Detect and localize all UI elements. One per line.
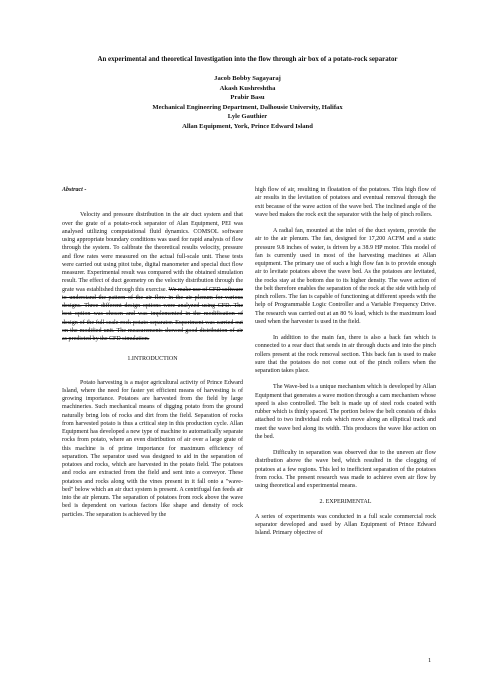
author-block: [40, 74, 455, 132]
right-column: [255, 186, 436, 537]
section-heading-introduction: 1.INTRODUCTION: [127, 356, 178, 363]
section-heading-experimental: 2. EXPERIMENTAL: [319, 499, 372, 506]
paper-title: An experimental and theoretical Investigation into the flow through air box of a potato-rock separator: [97, 56, 398, 63]
affiliation-line: Mechanical Engineering Department, Dalhousie University, Halifax: [152, 103, 343, 111]
introduction-paragraph: Potato harvesting is a major agricultural activity of Prince Edward Island, where the need for faster yet efficient means of harvesting is of growing importance. Potatoes are harvested from the field by large machineries. Such mechanical means of digging potato from the ground naturally bring lots of rocks and dirt from the field. Separation of rocks from harvested potato is thus a critical step in this production cycle. Allan Equipment has developed a new type of machine to automatically separate rocks from potato, where an even distribution of air over a large grate of this machine is of prime importance for maximum efficiency of separation. The separator used was designed to aid in the separation of potatoes and rocks, which are harvested in the potato field. The potatoes and rocks are extracted from the field and sent into a conveyor. These potatoes and rocks along with the vines present in it fall onto a "wave-bed" below which an air duct system is present. A centrifugal fan feeds air into the air plenum. The separation of potatoes from rock above the wave bed is dependent on various factors like shape and density of rock particles. The separation is achieved by the: [62, 379, 243, 518]
abstract-text: Velocity and pressure distribution in the air duct system and that over the grate of a potato-rock separator of Alan Equipment, PEI was analysed utilizing computational fluid dynamics. COMSOL software using appropriate boundary conditions was used for rapid analysis of flow through the system. To calibrate the theoretical results velocity, pressure and flow rates were measured on the actual full-scale unit. These tests were carried out using pitot tube, digital manometer and special duct flow measurer. Experimental result was compared with the obtained simulation result. The effect of duct geometry on the velocity distribution through the grate was established through this exercise.: [62, 212, 243, 293]
affiliation-line: Allan Equipment, York, Prince Edward Island: [182, 122, 313, 130]
paper-header: [40, 56, 455, 132]
body-paragraph: A radial fan, mounted at the inlet of the duct system, provide the air to the air plenum. The fan, designed for 17,200 ACFM and a static pressure 9.8 inches of water, is driven by a 38.9 HP motor. This model of fan is currently used in most of the harvesting machines at Allan equipment. The primary use of such a high flow fan is to provide enough air to levitate potatoes above the wave bed. As the potatoes are levitated, the rocks stay at the bottom due to its higher density. The wave action of the belt therefore enables the separation of the rock at the side with help of pinch rollers. The fan is capable of functioning at different speeds with the help of Programmable Logic Controller and a Variable Frequency Drive. The research was carried out at an 80 % load, which is the maximum load used when the harvester is used in the field.: [255, 228, 436, 325]
body-paragraph: The Wave-bed is a unique mechanism which is developed by Allan Equipment that generates a wave motion through a cam mechanism whose speed is also controlled. The belt is made up of steel rods coated with rubber which is thinly spaced. The portion below the belt consists of disks attached to two individual rods which move along an elliptical track and meet the wave bed along its width. This produces the wave like action on the bed.: [255, 384, 436, 440]
abstract-struck-text: We make use of CFD software to understand the pattern of the air flow in the air plenum for various designs. Three different design options were analyzed using CFD. The best option was chosen and was implemented in the modification of design of the full-scale rock potato separator. Experiment was carried out on the modified unit. The measurements showed good distribution of air as predicted by the CFD simulation.: [62, 286, 244, 342]
abstract-paragraph: [62, 211, 243, 343]
abstract-heading: Abstract -: [62, 187, 87, 193]
left-column: [62, 186, 243, 519]
author-line: Jacob Bobby Sagayaraj: [214, 75, 281, 82]
author-line: Akash Kushreshtha: [219, 84, 276, 92]
body-paragraph: In addition to the main fan, there is also a back fan which is connected to a rear duct that sends in air through ducts and into the pinch rollers present at the rock removal section. This back fan is used to make sure that the potatoes do not come out of the pinch rollers when the separation takes place.: [255, 335, 436, 374]
body-paragraph: high flow of air, resulting in floatation of the potatoes. This high flow of air results in the levitation of potatoes and eventual removal through the exit because of the wave action of the wave bed. The inclined angle of the wave bed makes the rock exit the separator with the help of pinch rollers.: [255, 187, 436, 218]
author-line: Lyle Gauthier: [227, 113, 268, 121]
experimental-paragraph: A series of experiments was conducted in a full scale commercial rock separator developed and used by Allan Equipment of Prince Edward Island. Primary objective of: [255, 513, 436, 536]
body-paragraph: Difficulty in separation was observed due to the uneven air flow distribution above the wave bed, which resulted in the clogging of potatoes at a few regions. This led to inefficient separation of the potatoes from rocks. The present research was made to achieve even air flow by using theoretical and experimental means.: [255, 450, 436, 489]
author-line: Prabir Basu: [230, 94, 265, 102]
page-number: 1: [428, 657, 432, 664]
